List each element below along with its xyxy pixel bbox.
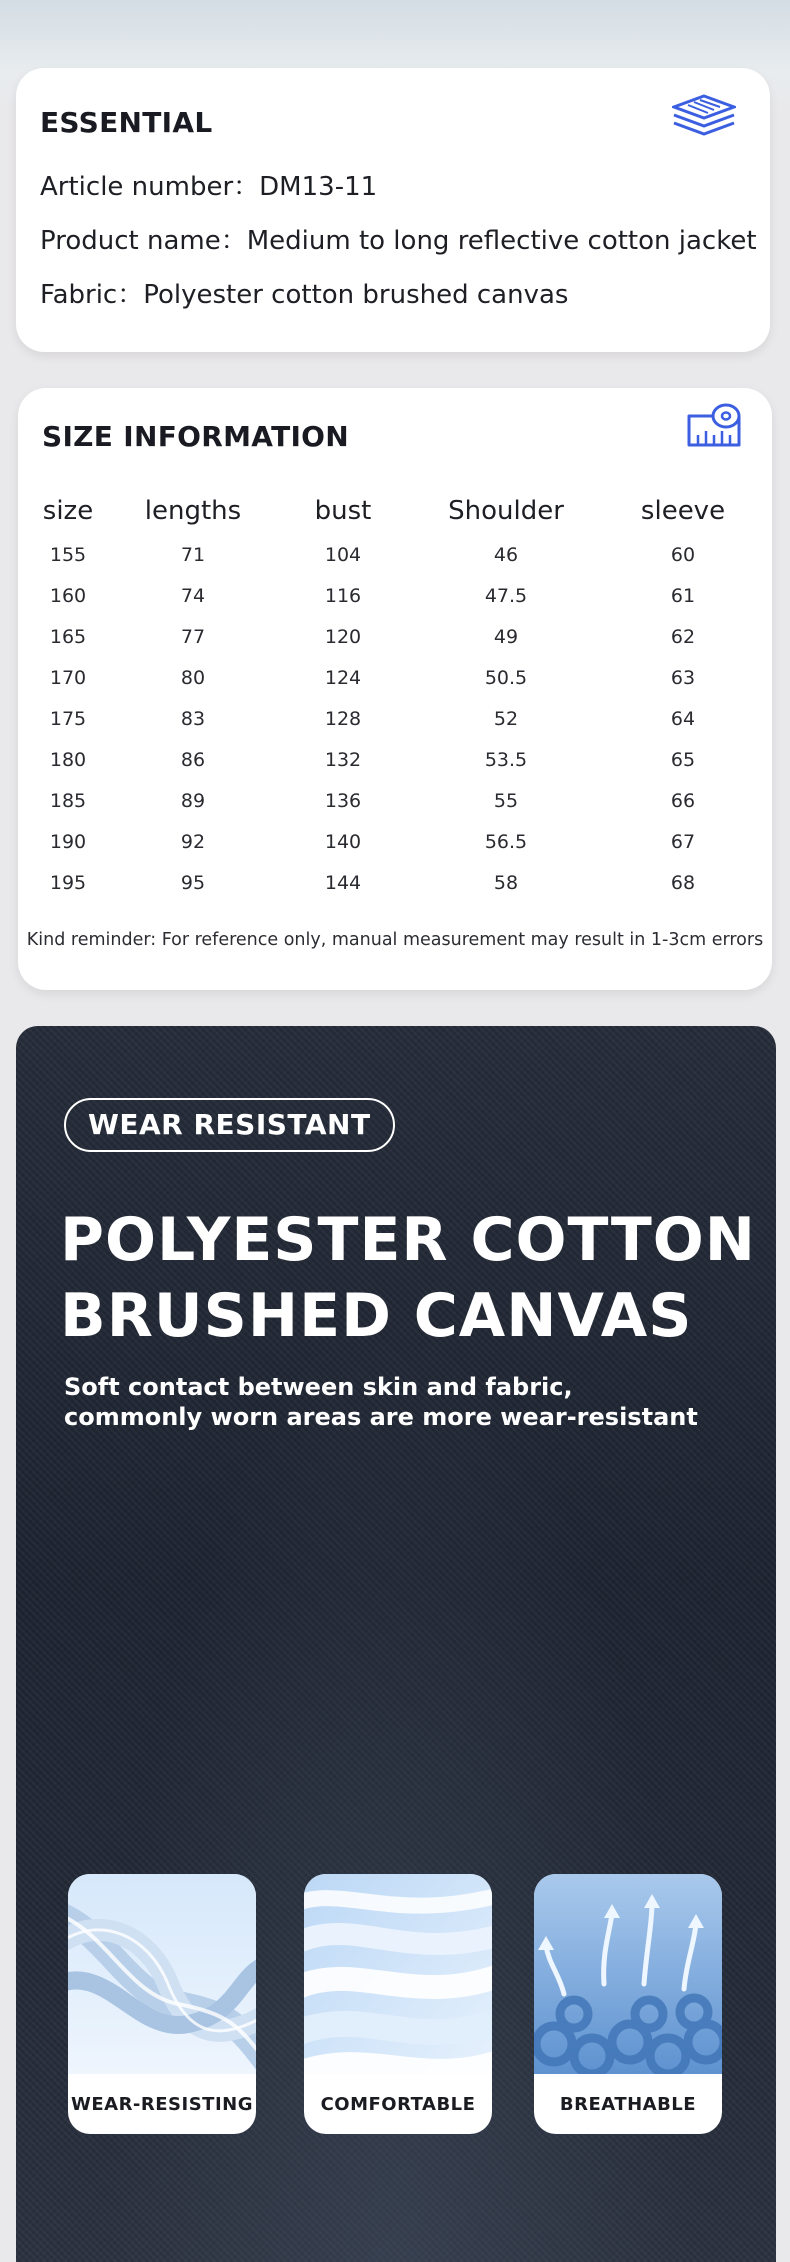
table-cell: 170 [49, 666, 87, 689]
table-cell: 83 [180, 707, 206, 730]
table-cell: 195 [49, 871, 87, 894]
table-cell: 144 [324, 871, 362, 894]
article-number-line [40, 166, 377, 203]
fabric-value: Polyester cotton brushed canvas [143, 280, 569, 310]
article-number-label: Article number： [40, 172, 260, 202]
table-cell: 65 [670, 748, 696, 771]
table-cell: 92 [180, 830, 206, 853]
table-row [18, 534, 772, 575]
table-cell: 180 [49, 748, 87, 771]
feature-card-comfortable [304, 1874, 492, 2134]
size-table-header [18, 488, 772, 534]
table-cell: 58 [493, 871, 519, 894]
table-cell: 77 [180, 625, 206, 648]
column-header-sleeve: sleeve [640, 496, 726, 526]
table-row [18, 780, 772, 821]
product-name-value: Medium to long reflective cotton jacket [246, 226, 757, 256]
layers-icon [672, 94, 736, 138]
tape-measure-icon [686, 402, 742, 448]
fabric-label: Fabric： [40, 280, 144, 310]
wear-resistant-badge: WEAR RESISTANT [64, 1098, 395, 1152]
table-row [18, 657, 772, 698]
feature-card-breathable [534, 1874, 722, 2134]
table-cell: 124 [324, 666, 362, 689]
column-header-shoulder: Shoulder [448, 496, 564, 526]
twisted-fiber-icon [68, 1874, 256, 2074]
table-cell: 165 [49, 625, 87, 648]
table-cell: 46 [493, 543, 519, 566]
table-row [18, 575, 772, 616]
fabric-headline [60, 1202, 756, 1354]
fabric-description-line-1: Soft contact between skin and fabric, [64, 1373, 573, 1401]
soft-fiber-icon [304, 1874, 492, 2074]
fabric-headline-line-1: POLYESTER COTTON [60, 1205, 757, 1275]
table-cell: 95 [180, 871, 206, 894]
table-cell: 104 [324, 543, 362, 566]
fabric-headline-line-2: BRUSHED CANVAS [60, 1281, 693, 1351]
table-cell: 52 [493, 707, 519, 730]
fabric-line [40, 274, 568, 311]
table-cell: 66 [670, 789, 696, 812]
table-cell: 71 [180, 543, 206, 566]
product-name-label: Product name： [40, 226, 247, 256]
feature-label-breathable: BREATHABLE [559, 2094, 697, 2115]
table-cell: 160 [49, 584, 87, 607]
airflow-arrows-icon [534, 1874, 722, 2074]
table-cell: 47.5 [484, 584, 528, 607]
table-row [18, 616, 772, 657]
table-cell: 67 [670, 830, 696, 853]
essential-heading: ESSENTIAL [40, 106, 213, 139]
fabric-feature-panel [16, 1026, 776, 2262]
feature-card-wear-resisting [68, 1874, 256, 2134]
table-cell: 120 [324, 625, 362, 648]
table-cell: 80 [180, 666, 206, 689]
article-number-value: DM13-11 [259, 172, 378, 202]
table-cell: 116 [324, 584, 362, 607]
size-table [18, 488, 772, 903]
product-name-line [40, 220, 757, 257]
table-row [18, 821, 772, 862]
table-cell: 190 [49, 830, 87, 853]
table-row [18, 739, 772, 780]
table-cell: 53.5 [484, 748, 528, 771]
column-header-lengths: lengths [144, 496, 242, 526]
table-cell: 175 [49, 707, 87, 730]
table-cell: 86 [180, 748, 206, 771]
table-cell: 155 [49, 543, 87, 566]
table-cell: 64 [670, 707, 696, 730]
feature-label-comfortable: COMFORTABLE [320, 2094, 476, 2115]
table-row [18, 862, 772, 903]
table-cell: 68 [670, 871, 696, 894]
fabric-description [64, 1372, 698, 1432]
measurement-reminder: Kind reminder: For reference only, manual measurement may result in 1-3cm errors [26, 930, 764, 950]
essential-card [16, 68, 770, 352]
table-cell: 128 [324, 707, 362, 730]
size-information-heading: SIZE INFORMATION [42, 420, 350, 453]
table-cell: 50.5 [484, 666, 528, 689]
table-cell: 56.5 [484, 830, 528, 853]
table-row [18, 698, 772, 739]
table-cell: 140 [324, 830, 362, 853]
table-cell: 49 [493, 625, 519, 648]
table-cell: 61 [670, 584, 696, 607]
column-header-size: size [42, 496, 94, 526]
fabric-description-line-2: commonly worn areas are more wear-resistant [64, 1403, 698, 1431]
table-cell: 132 [324, 748, 362, 771]
size-information-card [18, 388, 772, 990]
table-cell: 136 [324, 789, 362, 812]
table-cell: 55 [493, 789, 519, 812]
table-cell: 62 [670, 625, 696, 648]
column-header-bust: bust [314, 496, 372, 526]
table-cell: 89 [180, 789, 206, 812]
table-cell: 63 [670, 666, 696, 689]
feature-label-wear-resisting: WEAR-RESISTING [70, 2094, 253, 2115]
table-cell: 60 [670, 543, 696, 566]
table-cell: 185 [49, 789, 87, 812]
table-cell: 74 [180, 584, 206, 607]
